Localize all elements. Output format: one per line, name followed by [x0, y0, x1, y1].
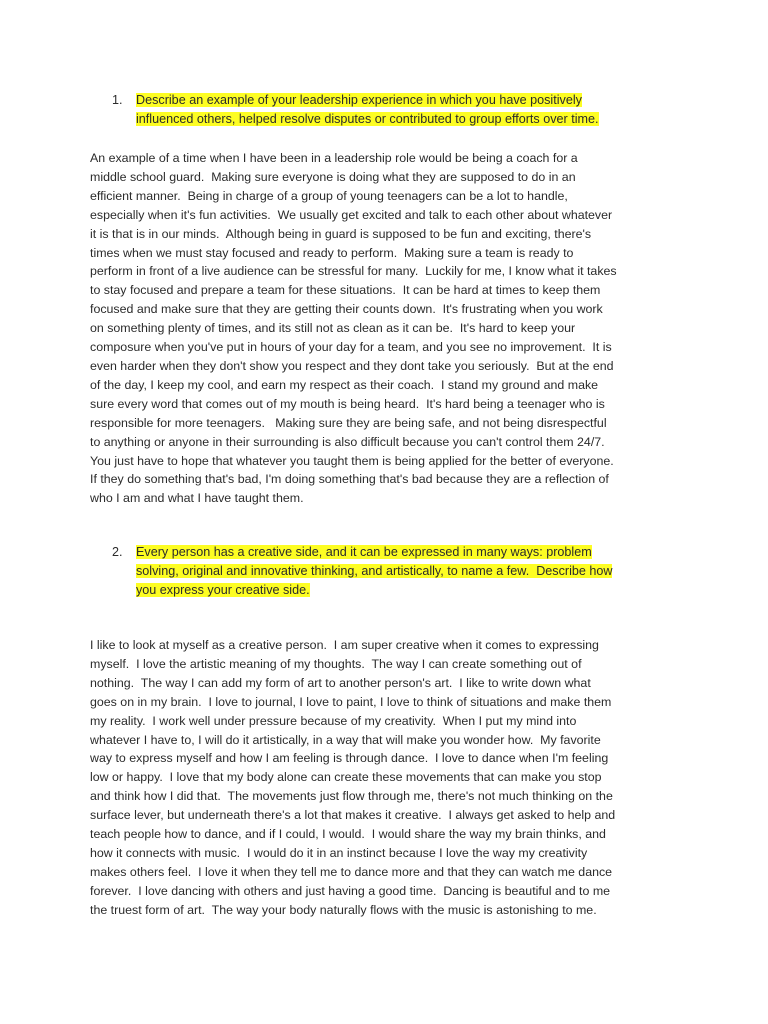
highlighted-text: you express your creative side.: [136, 583, 310, 597]
answer-line: who I am and what I have taught them.: [90, 491, 304, 506]
answer-1: [90, 149, 690, 508]
answer-line: way to express myself and how I am feeling is through dance. I love to dance when I'm feeling: [90, 751, 609, 766]
answer-line: I like to look at myself as a creative person. I am super creative when it comes to expressing: [90, 638, 599, 652]
answer-line: even harder when they don't show you respect and they dont take you seriously. But at the end: [90, 358, 614, 373]
answer-line: whatever I have to, I will do it artistically, in a way that will make you wonder how. My favorite: [90, 732, 601, 747]
question-line: [136, 581, 672, 600]
answer-line: on something plenty of times, and its still not as clean as it can be. It's hard to keep your: [90, 321, 576, 336]
answer-line: makes others feel. I love it when they tell me to dance more and that they can watch me dance: [90, 864, 613, 879]
answer-line: myself. I love the artistic meaning of my thoughts. The way I can create something out of: [90, 656, 582, 671]
answer-line: to stay focused and prepare a team for these situations. It can be hard at times to keep them: [90, 283, 601, 298]
highlighted-text: Every person has a creative side, and it can be expressed in many ways: problem: [136, 545, 592, 559]
answer-line: responsible for more teenagers. Making sure they are being safe, and not being disrespectful: [90, 415, 607, 430]
highlighted-text: influenced others, helped resolve disputes or contributed to group efforts over time.: [136, 112, 599, 126]
answer-line: surface lever, but underneath there's a lot that makes it creative. I always get asked to help and: [90, 808, 616, 823]
answer-line: goes on in my brain. I love to journal, I love to paint, I love to think of situations and make them: [90, 694, 612, 709]
answer-line: You just have to hope that whatever you taught them is being applied for the better of everyone.: [90, 453, 614, 468]
answer-line: An example of a time when I have been in a leadership role would be being a coach for a: [90, 151, 578, 165]
answer-line: efficient manner. Being in charge of a group of young teenagers can be a lot to handle,: [90, 188, 568, 203]
answer-line: nothing. The way I can add my form of art to another person's art. I like to write down what: [90, 675, 591, 690]
highlighted-text: solving, original and innovative thinking, and artistically, to name a few. Describe how: [136, 564, 613, 578]
question-line: [136, 562, 672, 581]
answer-line: to anything or anyone in their surrounding is also difficult because you can't control them 24/7.: [90, 434, 605, 449]
answer-line: teach people how to dance, and if I could, I would. I would share the way my brain thinks, and: [90, 827, 606, 842]
answer-line: perform in front of a live audience can be stressful for many. Luckily for me, I know what it takes: [90, 264, 617, 279]
answer-line: forever. I love dancing with others and just having a good time. Dancing is beautiful and to me: [90, 883, 611, 898]
question-text: [136, 543, 672, 600]
answer-line: and think how I did that. The movements just flow through me, there's not much thinking on the: [90, 789, 613, 804]
question-number: 2.: [112, 545, 123, 559]
answer-line: the truest form of art. The way your body naturally flows with the music is astonishing to me.: [90, 902, 597, 917]
answer-line: sure every word that comes out of my mouth is being heard. It's hard being a teenager who is: [90, 396, 605, 411]
answer-line: how it connects with music. I would do it in an instinct because I love the way my creativity: [90, 845, 588, 860]
answer-line: my reality. I work well under pressure because of my creativity. When I put my mind into: [90, 713, 577, 728]
answer-line: If they do something that's bad, I'm doing something that's bad because they are a reflection of: [90, 472, 609, 487]
answer-line: of the day, I keep my cool, and earn my respect as their coach. I stand my ground and make: [90, 377, 599, 392]
question-line: [136, 110, 672, 129]
answer-line: composure when you've put in hours of your day for a team, and you see no improvement. It is: [90, 340, 612, 355]
question-1: [112, 91, 672, 129]
question-number: 1.: [112, 93, 123, 107]
answer-line: low or happy. I love that my body alone can create these movements that can make you stop: [90, 770, 602, 785]
answer-line: times when we must stay focused and ready to perform. Making sure a team is ready to: [90, 245, 574, 260]
question-text: [136, 91, 672, 129]
answer-line: it is that is in our minds. Although being in guard is supposed to be fun and exciting, there's: [90, 226, 592, 241]
question-line: [136, 91, 672, 110]
question-2: [112, 543, 672, 600]
question-line: [136, 543, 672, 562]
answer-line: middle school guard. Making sure everyone is doing what they are supposed to do in an: [90, 169, 576, 184]
answer-line: focused and make sure that they are getting their counts down. It's frustrating when you work: [90, 302, 603, 317]
answer-2: [90, 636, 690, 920]
answer-line: especially when it's fun activities. We usually get excited and talk to each other about whatever: [90, 207, 613, 222]
highlighted-text: Describe an example of your leadership experience in which you have positively: [136, 93, 582, 107]
